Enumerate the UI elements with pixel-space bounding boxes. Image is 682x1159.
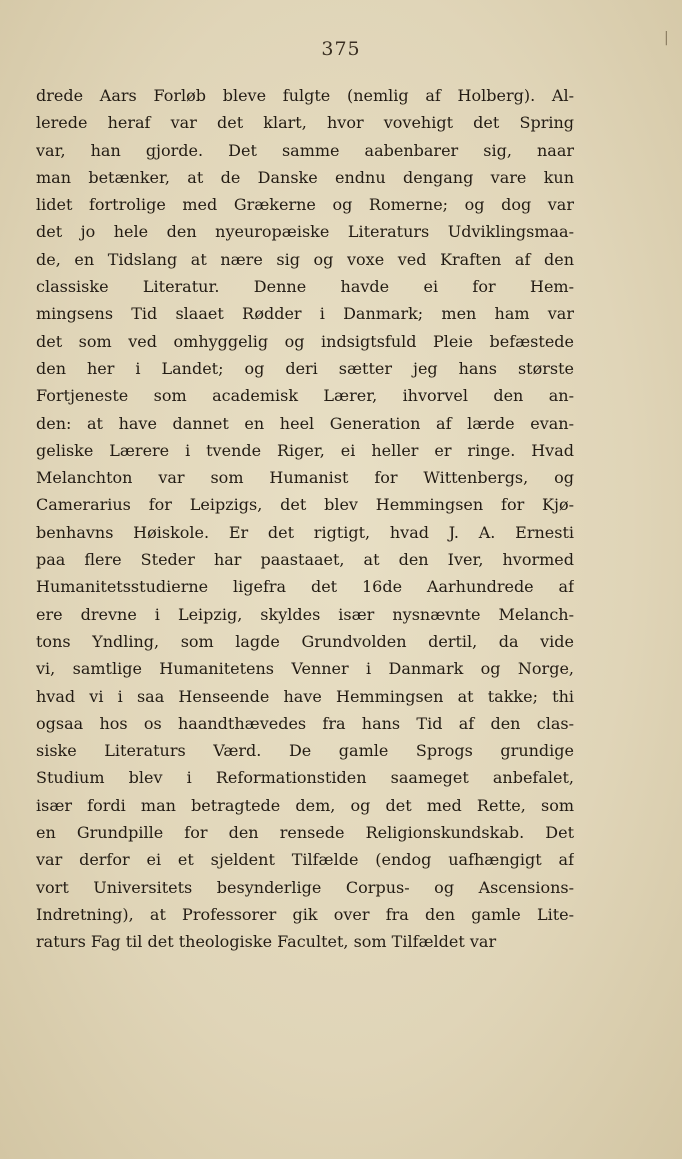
text-line: de, en Tidslang at nære sig og voxe ved Kraften af den	[36, 249, 574, 269]
text-line: var derfor ei et sjeldent Tilfælde (endog uafhængigt af	[36, 850, 574, 870]
page-number: 375	[321, 38, 361, 60]
text-line: siske Literaturs Værd. De gamle Sprogs grundige	[36, 741, 574, 761]
text-line: man betænker, at de Danske endnu dengang vare kun	[36, 167, 574, 187]
text-line: den: at have dannet en heel Generation af lærde evan-	[36, 413, 574, 433]
text-line: drede Aars Forløb bleve fulgte (nemlig af Holberg). Al-	[36, 86, 574, 105]
text-line: Studium blev i Reformationstiden saameget anbefalet,	[36, 768, 574, 788]
body-text	[36, 82, 574, 956]
text-line: classiske Literatur. Denne havde ei for Hem-	[36, 277, 574, 297]
text-line: raturs Fag til det theologiske Facultet, som Tilfældet var	[36, 932, 497, 952]
text-line: det som ved omhyggelig og indsigtsfuld Pleie befæstede	[36, 331, 574, 351]
margin-mark: |	[664, 30, 669, 46]
text-line: mingsens Tid slaaet Rødder i Danmark; men ham var	[36, 304, 574, 324]
text-line: hvad vi i saa Henseende have Hemmingsen at takke; thi	[36, 686, 574, 706]
text-line: tons Yndling, som lagde Grundvolden dertil, da vide	[36, 631, 574, 651]
text-line: vi, samtlige Humanitetens Venner i Danmark og Norge,	[36, 659, 574, 679]
text-line: ere drevne i Leipzig, skyldes især nysnævnte Melanch-	[36, 604, 574, 624]
text-line: den her i Landet; og deri sætter jeg hans største	[36, 358, 574, 378]
text-line: vort Universitets besynderlige Corpus- og Ascensions-	[36, 877, 574, 897]
text-line: det jo hele den nyeuropæiske Literaturs Udviklingsmaa-	[36, 222, 574, 242]
text-line: Fortjeneste som academisk Lærer, ihvorvel den an-	[36, 386, 574, 406]
text-line: lidet fortrolige med Grækerne og Romerne; og dog var	[36, 195, 574, 215]
text-line: Indretning), at Professorer gik over fra den gamle Lite-	[36, 904, 574, 924]
text-line: var, han gjorde. Det samme aabenbarer sig, naar	[36, 140, 574, 160]
text-line: geliske Lærere i tvende Riger, ei heller er ringe. Hvad	[36, 440, 574, 460]
text-line: en Grundpille for den rensede Religionskundskab. Det	[36, 823, 574, 843]
text-line: Humanitetsstudierne ligefra det 16de Aarhundrede af	[36, 577, 574, 597]
text-line: lerede heraf var det klart, hvor vovehigt det Spring	[36, 113, 574, 133]
text-line: ogsaa hos os haandthævedes fra hans Tid af den clas-	[36, 713, 574, 733]
text-line: Camerarius for Leipzigs, det blev Hemmingsen for Kjø-	[36, 495, 574, 515]
text-line: især fordi man betragtede dem, og det med Rette, som	[36, 795, 574, 815]
text-line: benhavns Høiskole. Er det rigtigt, hvad J. A. Ernesti	[36, 522, 574, 542]
text-line: paa flere Steder har paastaaet, at den Iver, hvormed	[36, 550, 574, 570]
text-line: Melanchton var som Humanist for Wittenbergs, og	[36, 468, 574, 488]
